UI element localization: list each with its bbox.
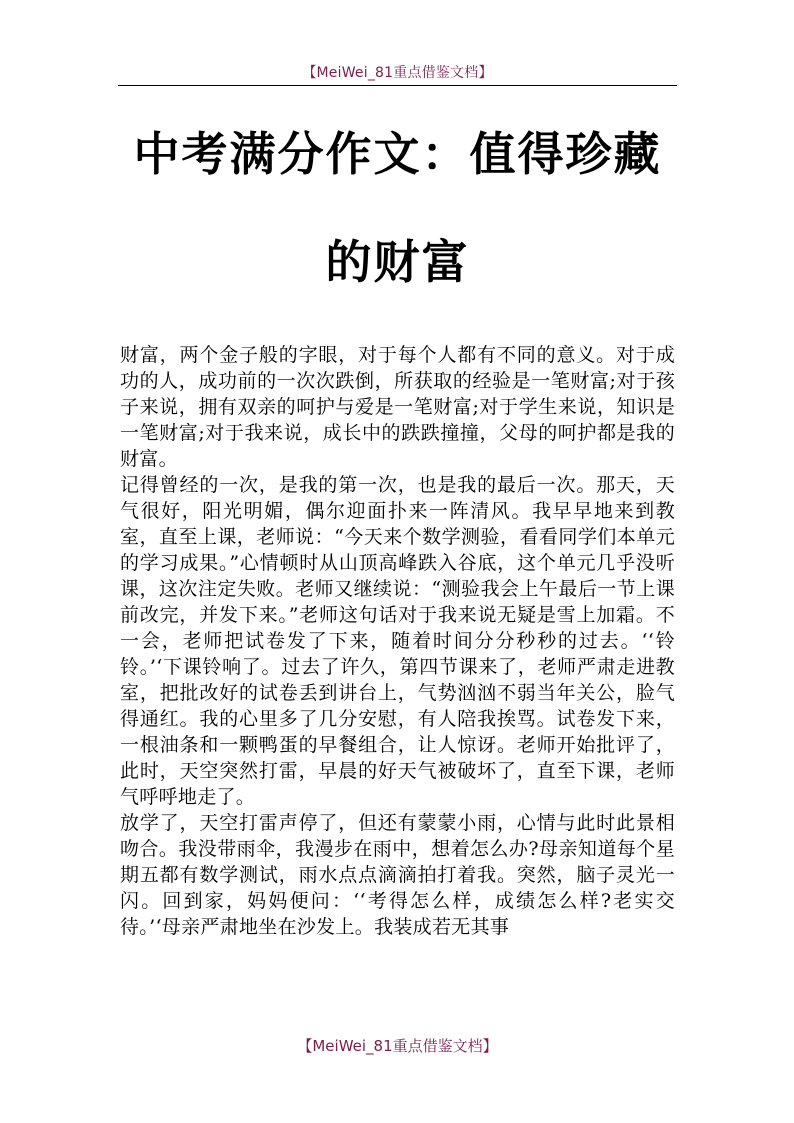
title-line-1: 中考满分作文：值得珍藏 <box>133 127 662 181</box>
paragraph-1: 财富，两个金子般的字眼，对于每个人都有不同的意义。对于成功的人，成功前的一次次跌倒，所获取的经验是一笔财富;对于孩子来说，拥有双亲的呵护与爱是一笔财富;对于学生来说，知识是一笔财富;对于我来说，成长中的跌跌撞撞，父母的呵护都是我的财富。 <box>120 344 675 470</box>
document-title <box>100 100 695 316</box>
article-body <box>120 342 675 940</box>
header-divider <box>118 85 677 86</box>
header-watermark: 【MeiWei_81重点借鉴文档】 <box>302 65 493 81</box>
footer-watermark: 【MeiWei_81重点借鉴文档】 <box>297 1037 498 1055</box>
title-line-2: 的财富 <box>325 235 470 289</box>
paragraph-3: 放学了，天空打雷声停了，但还有蒙蒙小雨，心情与此时此景相吻合。我没带雨伞，我漫步在雨中，想着怎么办?母亲知道每个星期五都有数学测试，雨水点点滴滴拍打着我。突然，脑子灵光一闪。回到家，妈妈便问：‘‘考得怎么样，成绩怎么样?老实交待。’‘母亲严肃地坐在沙发上。我装成若无其事 <box>120 812 675 938</box>
paragraph-2: 记得曾经的一次，是我的第一次，也是我的最后一次。那天，天气很好，阳光明媚，偶尔迎面扑来一阵清风。我早早地来到教室，直至上课，老师说：“今天来个数学测验，看看同学们本单元的学习成果。”心情顿时从山顶高峰跌入谷底，这个单元几乎没听课，这次注定失败。老师又继续说：“测验我会上午最后一节上课前改完，并发下来。”老师这句话对于我来说无疑是雪上加霜。不一会，老师把试卷发了下来，随着时间分分秒秒的过去。‘‘铃铃。’‘下课铃响了。过去了许久，第四节课来了，老师严肃走进教室，把批改好的试卷丢到讲台上，气势汹汹不弱当年关公，脸气得通红。我的心里多了几分安慰，有人陪我挨骂。试卷发下来，一根油条和一颗鸭蛋的早餐组合，让人惊讶。老师开始批评了，此时，天空突然打雷，早晨的好天气被破坏了，直至下课，老师气呼呼地走了。 <box>120 474 675 808</box>
